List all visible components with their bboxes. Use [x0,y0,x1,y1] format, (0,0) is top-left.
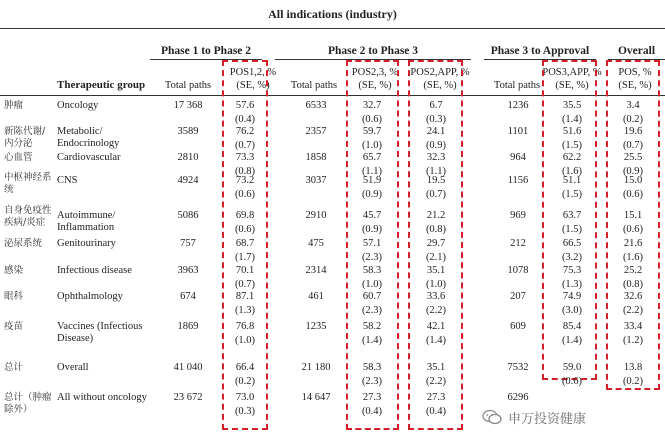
table-cell-value: 1235 [305,321,327,332]
table-cell-value: 6.7 [429,100,443,111]
table-cell-value: 32.6 [623,291,643,302]
table-cell-se: (1.5) [561,189,583,200]
table-cell-value: 27.3 [362,392,382,403]
table-cell-value: 32.3 [426,152,446,163]
table-cell-value: 21 180 [301,362,331,373]
table-cell-se: (1.4) [561,335,583,346]
se-label: (SE, %) [358,80,392,91]
table-cell-value: 4924 [177,175,199,186]
table-cell-value: 66.4 [235,362,255,373]
table-cell-se: (0.8) [425,224,447,235]
table-cell-se: (1.0) [361,140,383,151]
se-label: (SE, %) [423,80,457,91]
table-cell-se: (1.0) [361,279,383,290]
row-label-chinese: 感染 [4,265,24,276]
table-cell-se: (2.3) [361,252,383,263]
table-cell-value: 27.3 [426,392,446,403]
row-label-english: Vaccines (Infectious Disease) [57,321,143,344]
table-cell-value: 2357 [305,126,327,137]
table-cell-value: 1236 [507,100,529,111]
se-label: (SE, %) [236,80,270,91]
table-cell-se: (0.6) [361,114,383,125]
table-cell-value: 6296 [507,392,529,403]
table-cell-value: 3589 [177,126,199,137]
table-cell-se: (0.9) [622,166,644,177]
row-label-english: Autoimmune/ Inflammation [57,210,116,233]
row-label-chinese: 泌尿系统 [4,238,43,249]
table-cell-se: (0.2) [622,376,644,387]
table-cell-value: 23 672 [173,392,203,403]
therapeutic-group-header: Therapeutic group [57,79,146,91]
phase-2-header: Phase 2 to Phase 3 [327,45,419,57]
row-label-chinese: 心血管 [4,152,33,163]
table-cell-se: (1.4) [561,114,583,125]
row-label-english: Metabolic/ Endocrinology [57,126,120,149]
table-cell-value: 24.1 [426,126,446,137]
table-cell-value: 59.7 [362,126,382,137]
table-cell-value: 7532 [507,362,529,373]
table-cell-value: 42.1 [426,321,446,332]
table-cell-se: (0.7) [425,189,447,200]
table-cell-se: (0.9) [425,140,447,151]
table-cell-value: 33.4 [623,321,643,332]
table-cell-value: 21.6 [623,238,643,249]
table-cell-value: 19.5 [426,175,446,186]
table-cell-se: (1.1) [361,166,383,177]
table-cell-value: 57.6 [235,100,255,111]
table-cell-value: 5086 [177,210,199,221]
table-cell-se: (1.4) [425,335,447,346]
table-cell-value: 29.7 [426,238,446,249]
total-paths-header-3: Total paths [493,80,541,91]
pos23-label: POS2,3, % [351,67,399,78]
row-label-english: CNS [57,175,78,186]
table-cell-value: 58.3 [362,265,382,276]
table-cell-value: 14 647 [301,392,331,403]
table-cell-value: 964 [510,152,526,163]
table-cell-value: 85.4 [562,321,582,332]
wechat-icon [482,409,502,425]
table-cell-value: 73.2 [235,175,255,186]
table-cell-se: (0.3) [234,406,256,417]
table-cell-se: (2.2) [622,305,644,316]
table-cell-value: 76.2 [235,126,255,137]
table-cell-value: 2910 [305,210,327,221]
table-cell-se: (0.4) [234,114,256,125]
table-cell-value: 1101 [507,126,529,137]
table-cell-se: (0.2) [234,376,256,387]
table-cell-se: (2.1) [425,252,447,263]
se-label: (SE, %) [555,80,589,91]
row-label-english: Cardiovascular [57,152,121,163]
phase-1-header: Phase 1 to Phase 2 [160,45,252,57]
table-cell-se: (1.3) [561,279,583,290]
table-cell-value: 25.5 [623,152,643,163]
table-cell-se: (0.6) [561,376,583,387]
table-cell-value: 87.1 [235,291,255,302]
table-cell-se: (0.3) [425,114,447,125]
table-cell-value: 74.9 [562,291,582,302]
total-paths-header-1: Total paths [164,80,212,91]
table-cell-se: (3.2) [561,252,583,263]
table-cell-value: 17 368 [173,100,203,111]
row-label-chinese: 肿瘤 [4,100,24,111]
table-cell-value: 65.7 [362,152,382,163]
table-cell-se: (0.7) [234,140,256,151]
top-rule [0,28,665,29]
pos12-label: POS1,2, % [229,67,277,78]
table-cell-value: 15.1 [623,210,643,221]
total-paths-header-2: Total paths [290,80,338,91]
table-cell-value: 13.8 [623,362,643,373]
table-cell-value: 1858 [305,152,327,163]
table-cell-value: 609 [510,321,526,332]
table-cell-value: 2314 [305,265,327,276]
pos3app-label: POS3,APP, % [542,67,602,78]
phase-3-header: Phase 3 to Approval [490,45,590,57]
watermark-text: 申万投资健康 [508,411,587,427]
table-cell-value: 3.4 [626,100,640,111]
table-cell-se: (1.0) [234,335,256,346]
table-cell-value: 57.1 [362,238,382,249]
table-cell-se: (3.0) [561,305,583,316]
table-cell-se: (2.3) [361,305,383,316]
table-cell-value: 212 [510,238,526,249]
table-cell-value: 41 040 [173,362,203,373]
table-cell-se: (0.7) [234,279,256,290]
table-cell-se: (1.1) [425,166,447,177]
table-cell-se: (2.3) [361,376,383,387]
row-label-chinese: 总计 [4,362,24,373]
table-cell-value: 3963 [177,265,199,276]
pos2app-label: POS2,APP, % [410,67,470,78]
table-title: All indications (industry) [268,7,397,21]
table-cell-value: 62.2 [562,152,582,163]
table-cell-value: 32.7 [362,100,382,111]
table-cell-value: 66.5 [562,238,582,249]
table-cell-se: (1.5) [561,140,583,151]
table-cell-se: (1.4) [361,335,383,346]
table-cell-se: (1.2) [622,335,644,346]
table-cell-value: 60.7 [362,291,382,302]
table-cell-se: (0.9) [361,224,383,235]
table-cell-value: 19.6 [623,126,643,137]
table-cell-value: 68.7 [235,238,255,249]
table-cell-value: 21.2 [426,210,446,221]
table-cell-se: (1.6) [622,252,644,263]
table-cell-value: 461 [308,291,324,302]
table-cell-se: (1.0) [425,279,447,290]
table-cell-se: (0.6) [622,224,644,235]
table-cell-value: 3037 [305,175,327,186]
watermark [482,405,665,429]
table-cell-value: 51.6 [562,126,582,137]
row-label-chinese: 总计（肿瘤除外） [4,392,52,415]
pos-label: POS, % [618,67,652,78]
table-cell-value: 674 [180,291,196,302]
table-cell-se: (2.2) [425,305,447,316]
table-cell-se: (0.4) [361,406,383,417]
table-cell-se: (1.5) [561,224,583,235]
table-cell-value: 69.8 [235,210,255,221]
row-label-english: Infectious disease [57,265,132,276]
overall-header: Overall [617,45,656,57]
table-cell-se: (0.6) [234,224,256,235]
table-cell-value: 35.5 [562,100,582,111]
table-cell-value: 70.1 [235,265,255,276]
table-cell-value: 76.8 [235,321,255,332]
row-label-english: Overall [57,362,89,373]
row-label-chinese: 中枢神经系统 [4,172,52,195]
table-cell-se: (1.3) [234,305,256,316]
table-cell-value: 969 [510,210,526,221]
table-cell-value: 58.2 [362,321,382,332]
row-label-chinese: 自身免疫性疾病/炎症 [4,205,52,228]
table-cell-value: 2810 [177,152,199,163]
table-cell-value: 1156 [507,175,529,186]
table-cell-se: (2.2) [425,376,447,387]
table-cell-value: 35.1 [426,362,446,373]
table-cell-value: 63.7 [562,210,582,221]
table-cell-se: (1.6) [561,166,583,177]
table-cell-value: 45.7 [362,210,382,221]
table-cell-value: 75.3 [562,265,582,276]
table-cell-se: (0.7) [622,140,644,151]
table-cell-se: (0.9) [361,189,383,200]
table-cell-value: 207 [510,291,526,302]
row-label-chinese: 疫苗 [4,321,24,332]
table-cell-value: 15.0 [623,175,643,186]
row-label-english: Genitourinary [57,238,116,249]
row-label-english: Oncology [57,100,99,111]
table-cell-value: 73.3 [235,152,255,163]
table-cell-se: (0.2) [622,114,644,125]
table-cell-value: 757 [180,238,196,249]
table-cell-value: 59.0 [562,362,582,373]
table-cell-se: (0.4) [425,406,447,417]
table-cell-value: 58.3 [362,362,382,373]
table-cell-value: 35.1 [426,265,446,276]
table-cell-se: (0.8) [622,279,644,290]
table-cell-value: 33.6 [426,291,446,302]
table-cell-value: 51.1 [562,175,582,186]
table-cell-value: 25.2 [623,265,643,276]
table-cell-value: 475 [308,238,324,249]
table-cell-value: 73.0 [235,392,255,403]
row-label-english: All without oncology [57,392,147,403]
table-cell-se: (0.8) [234,166,256,177]
table-cell-se: (0.6) [622,189,644,200]
table-cell-se: (1.7) [234,252,256,263]
table-cell-value: 1078 [507,265,529,276]
table-cell-value: 51.9 [362,175,382,186]
table-cell-value: 1869 [177,321,199,332]
row-label-chinese: 眼科 [4,291,24,302]
se-label: (SE, %) [618,80,652,91]
row-label-english: Ophthalmology [57,291,123,302]
table-cell-value: 6533 [305,100,327,111]
table-cell-se: (0.6) [234,189,256,200]
row-label-chinese: 新陈代谢/内分泌 [4,126,46,149]
